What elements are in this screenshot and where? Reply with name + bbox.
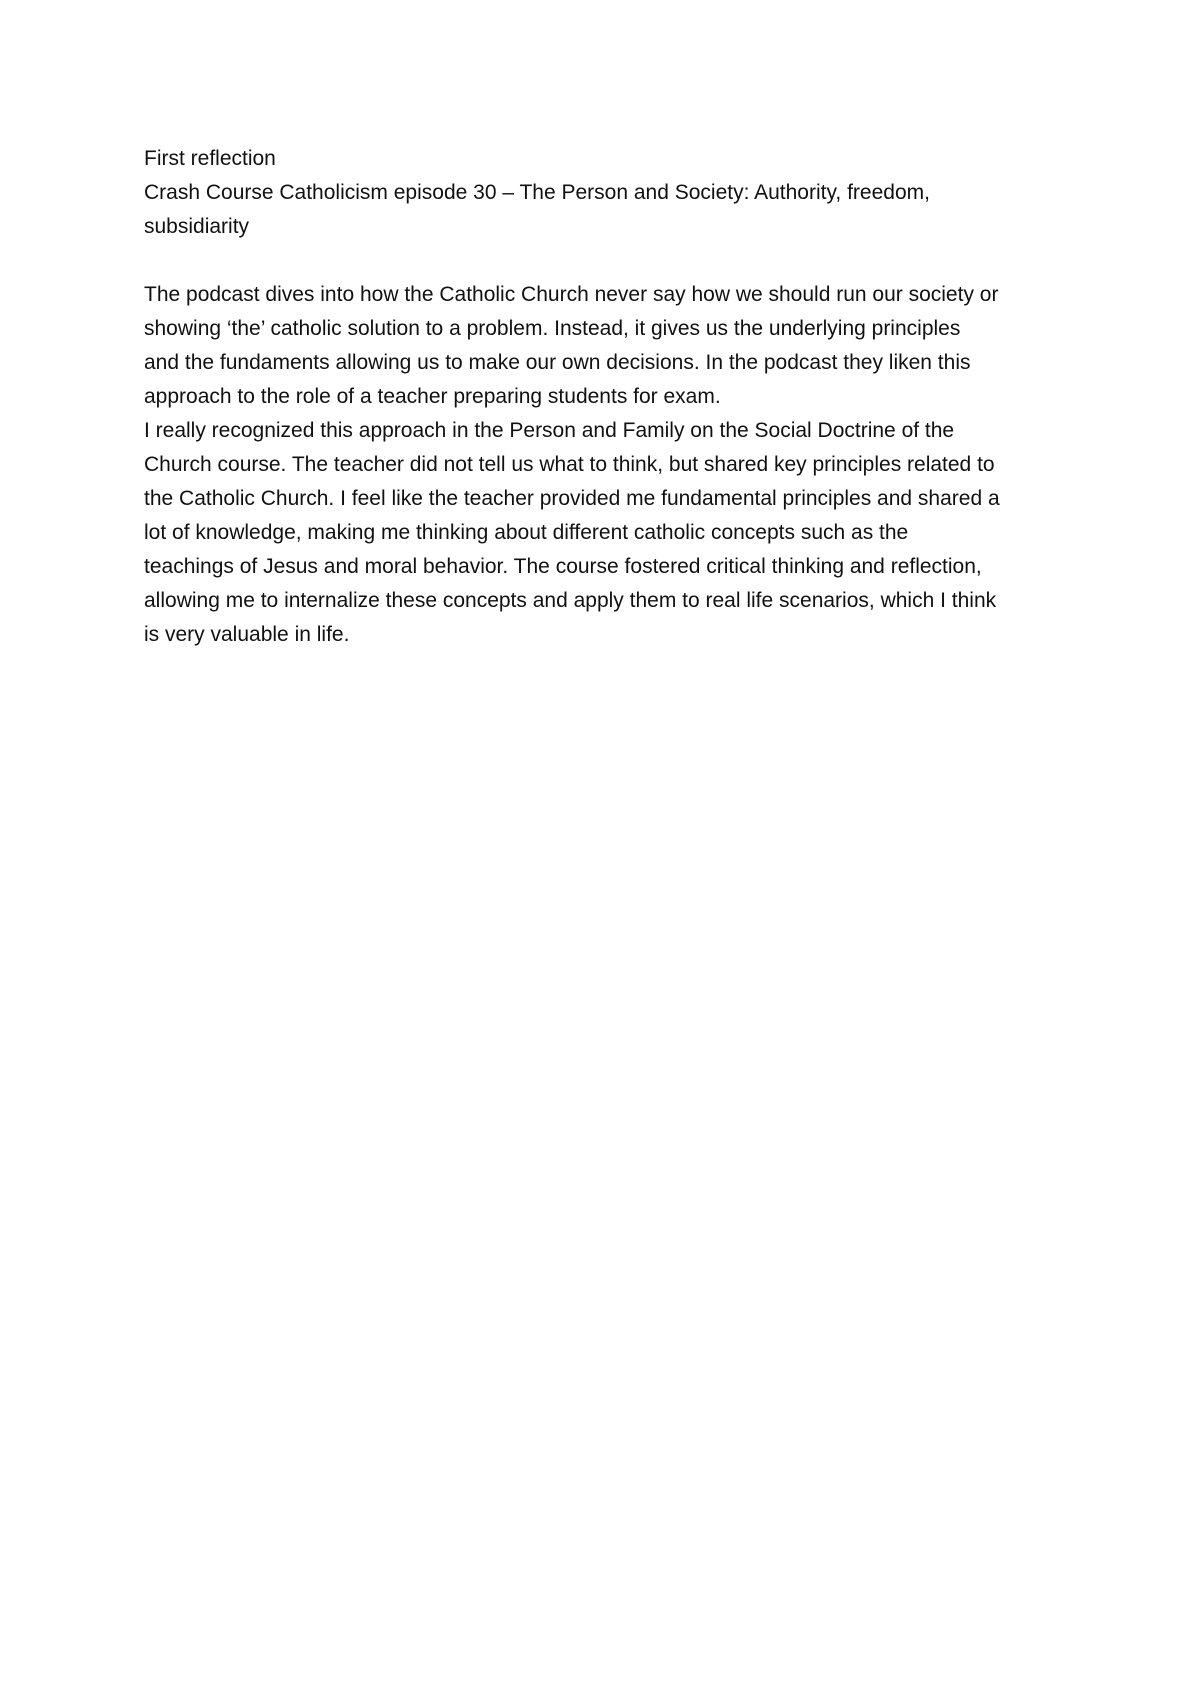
paragraph-2-line: the Catholic Church. I feel like the teacher provided me fundamental principles and shared a bbox=[144, 487, 1000, 510]
document-body bbox=[144, 142, 1064, 652]
paragraph-2-line: I really recognized this approach in the Person and Family on the Social Doctrine of the bbox=[144, 419, 955, 442]
document-title: First reflection bbox=[144, 147, 276, 170]
paragraph-2-line: Church course. The teacher did not tell us what to think, but shared key principles related to bbox=[144, 453, 995, 476]
blank-line bbox=[144, 244, 1064, 278]
paragraph-1-line: The podcast dives into how the Catholic Church never say how we should run our society or bbox=[144, 283, 999, 306]
paragraph-1 bbox=[144, 278, 1064, 414]
paragraph-2-line: teachings of Jesus and moral behavior. The course fostered critical thinking and reflection, bbox=[144, 555, 982, 578]
paragraph-2-line: lot of knowledge, making me thinking about different catholic concepts such as the bbox=[144, 521, 909, 544]
paragraph-1-line: and the fundaments allowing us to make our own decisions. In the podcast they liken this bbox=[144, 351, 971, 374]
paragraph-1-line: approach to the role of a teacher preparing students for exam. bbox=[144, 385, 721, 408]
paragraph-2 bbox=[144, 414, 1064, 652]
paragraph-2-line: allowing me to internalize these concepts and apply them to real life scenarios, which I think bbox=[144, 589, 997, 612]
paragraph-2-line: is very valuable in life. bbox=[144, 623, 350, 646]
document-subtitle-line-1: Crash Course Catholicism episode 30 – The Person and Society: Authority, freedom, bbox=[144, 181, 930, 204]
paragraph-1-line: showing ‘the’ catholic solution to a problem. Instead, it gives us the underlying principles bbox=[144, 317, 961, 340]
document-subtitle-line-2: subsidiarity bbox=[144, 215, 250, 238]
